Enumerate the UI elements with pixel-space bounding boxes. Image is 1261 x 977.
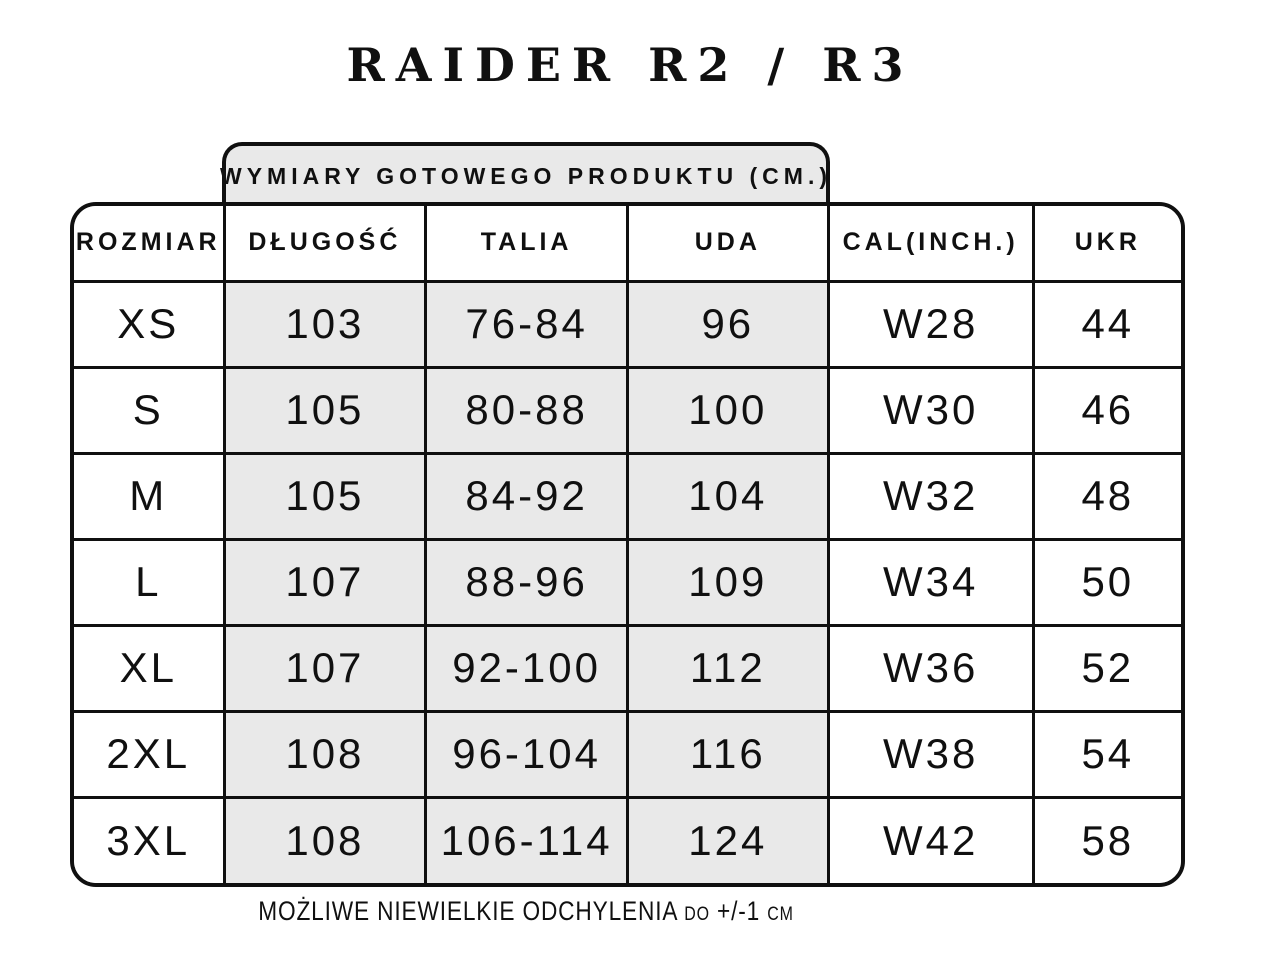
measurements-banner-label: WYMIARY GOTOWEGO PRODUKTU (CM.) [220,162,833,189]
measurement-cell: W36 [828,625,1033,711]
table-row-xs [74,281,1181,367]
row-size-label: L [74,539,224,625]
table-row-3xl [74,797,1181,883]
measurement-cell: 105 [224,453,426,539]
measurements-banner [220,142,833,206]
row-size-label: 2XL [74,711,224,797]
measurement-cell: 107 [224,625,426,711]
header-row [74,206,1181,281]
measurement-cell: 108 [224,711,426,797]
row-size-label: XS [74,281,224,367]
page-title: RAIDER R2 / R3 [346,38,915,92]
table-row-2xl [74,711,1181,797]
row-size-label: 3XL [74,797,224,883]
measurement-cell: W32 [828,453,1033,539]
measurement-cell: W38 [828,711,1033,797]
measurement-cell: 100 [627,367,828,453]
row-size-label: XL [74,625,224,711]
column-header-1: DŁUGOŚĆ [224,206,426,281]
measurement-cell: 50 [1033,539,1181,625]
row-size-label: S [74,367,224,453]
row-size-label: M [74,453,224,539]
measurement-cell: 107 [224,539,426,625]
size-table-body [74,281,1181,883]
table-row-xl [74,625,1181,711]
measurement-cell: 109 [627,539,828,625]
measurement-cell: 108 [224,797,426,883]
column-header-4: CAL(INCH.) [828,206,1033,281]
measurement-cell: 52 [1033,625,1181,711]
measurement-cell: 104 [627,453,828,539]
measurement-cell: 106-114 [426,797,628,883]
measurement-cell: 80-88 [426,367,628,453]
column-header-3: UDA [627,206,828,281]
measurement-cell: 105 [224,367,426,453]
column-header-5: UKR [1033,206,1181,281]
measurement-cell: 112 [627,625,828,711]
measurement-cell: 48 [1033,453,1181,539]
measurement-cell: 76-84 [426,281,628,367]
tolerance-note: MOŻLIWE NIEWIELKIE ODCHYLENIA do +/-1 cm [258,896,794,926]
table-row-l [74,539,1181,625]
size-table-head [74,206,1181,281]
measurement-cell: 88-96 [426,539,628,625]
measurement-cell: 103 [224,281,426,367]
column-header-2: TALIA [426,206,628,281]
measurement-cell: 116 [627,711,828,797]
measurement-cell: 96 [627,281,828,367]
measurement-cell: 46 [1033,367,1181,453]
size-table [74,206,1181,883]
measurement-cell: W28 [828,281,1033,367]
column-header-0: ROZMIAR [74,206,224,281]
size-table-wrap [70,202,1185,887]
measurement-cell: 54 [1033,711,1181,797]
measurement-cell: 96-104 [426,711,628,797]
measurement-cell: 92-100 [426,625,628,711]
measurement-cell: W42 [828,797,1033,883]
measurement-cell: 124 [627,797,828,883]
measurement-cell: 44 [1033,281,1181,367]
table-row-m [74,453,1181,539]
measurement-cell: 84-92 [426,453,628,539]
measurement-cell: W34 [828,539,1033,625]
measurement-cell: W30 [828,367,1033,453]
measurement-cell: 58 [1033,797,1181,883]
table-row-s [74,367,1181,453]
